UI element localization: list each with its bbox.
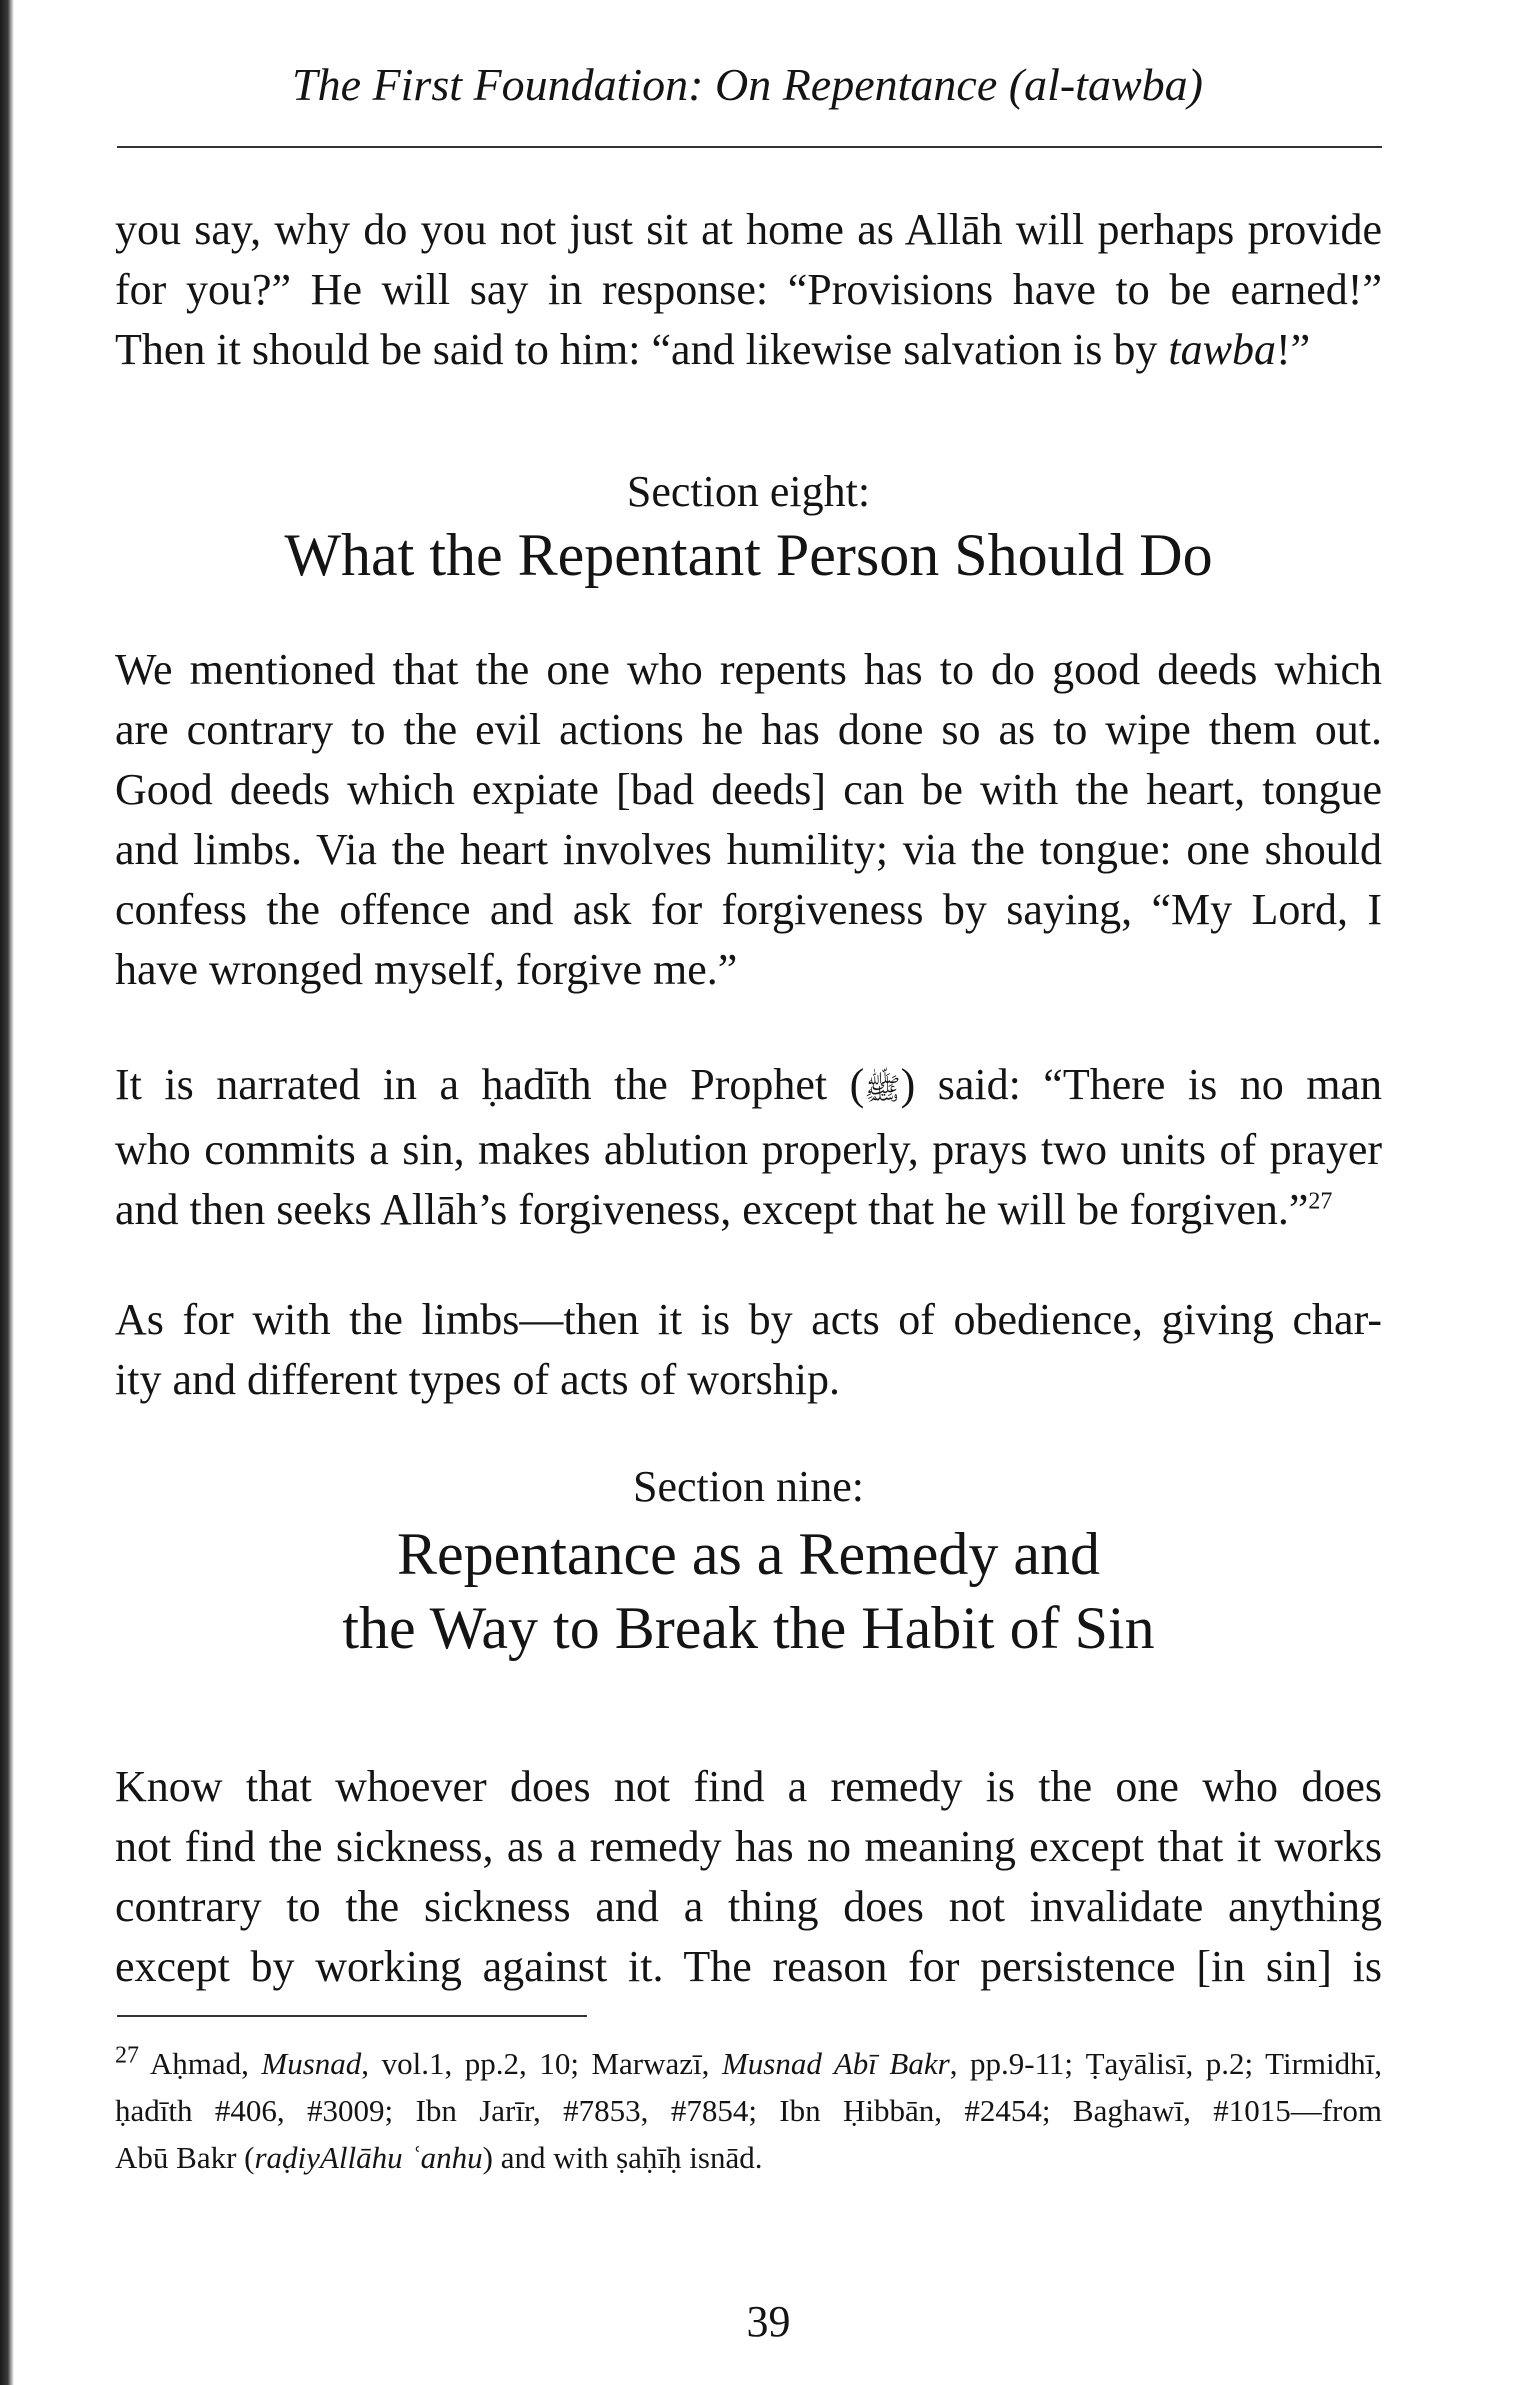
section-eight-paragraph-1: [115, 640, 1382, 1000]
section-nine-title: [115, 1517, 1382, 1665]
text-line: Know that whoever does not find a remedy is the one who does: [115, 1762, 1382, 1811]
section-title-line: the Way to Break the Habit of Sin: [342, 1595, 1155, 1661]
text-line: [115, 1180, 1382, 1240]
text-span: ) and with ṣaḥīḥ isnād.: [482, 2140, 763, 2175]
text-line: ity and different types of acts of worship.: [115, 1355, 841, 1404]
footnote-rule: [117, 2015, 587, 2017]
section-title-line: What the Repentant Person Should Do: [284, 522, 1213, 588]
text-span: , vol.1, pp.2, 10; Marwazī,: [361, 2046, 722, 2081]
text-line: confess the offence and ask for forgiveness by saying, “My Lord, I: [115, 885, 1382, 934]
italic-term: raḍiyAllāhu ʿanhu: [254, 2140, 483, 2175]
text-line: Good deeds which expiate [bad deeds] can be with the heart, tongue: [115, 765, 1382, 814]
footnote-number: 27: [115, 2042, 139, 2069]
footnote-line: ḥadīth #406, #3009; Ibn Jarīr, #7853, #7854; Ibn Ḥibbān, #2454; Baghawī, #1015—from: [115, 2093, 1382, 2128]
text-line: [115, 320, 1382, 380]
italic-term: Musnad: [261, 2046, 362, 2081]
footnote-reference: 27: [1308, 1188, 1333, 1215]
section-eight-title: [115, 518, 1382, 592]
text-line: [115, 1055, 1382, 1120]
italic-term: Musnad Abī Bakr: [721, 2046, 950, 2081]
text-line: who commits a sin, makes ablution properly, prays two units of prayer: [115, 1125, 1382, 1174]
text-line: are contrary to the evil actions he has done so as to wipe them out.: [115, 705, 1382, 754]
text-span: ) said: “There is no man: [900, 1060, 1382, 1109]
text-span: !”: [1275, 325, 1311, 374]
text-line: We mentioned that the one who repents has to do good deeds which: [115, 645, 1382, 694]
text-line: and limbs. Via the heart involves humility; via the tongue: one should: [115, 825, 1382, 874]
text-span: Abū Bakr (: [115, 2140, 255, 2175]
text-span: It is narrated in a ḥadīth the Prophet (: [115, 1060, 865, 1109]
page-number: 39: [746, 2297, 791, 2346]
section-nine-paragraph: [115, 1757, 1382, 1997]
text-line: not find the sickness, as a remedy has no meaning except that it works: [115, 1822, 1382, 1871]
text-span: and then seeks Allāh’s forgiveness, except that he will be forgiven.”: [115, 1185, 1309, 1234]
footnote-27: [115, 2040, 1382, 2181]
intro-paragraph: [115, 200, 1382, 380]
text-line: you say, why do you not just sit at home as Allāh will perhaps provide: [115, 205, 1382, 254]
text-span: Aḥmad,: [139, 2046, 262, 2081]
text-span: , pp.9-11; Ṭayālisī, p.2; Tirmidhī,: [949, 2046, 1382, 2081]
salutation-glyph: ﷺ: [864, 1073, 901, 1106]
section-title-line: Repentance as a Remedy and: [396, 1521, 1101, 1587]
italic-term: tawba: [1168, 325, 1276, 374]
text-line: contrary to the sickness and a thing does not invalidate anything: [115, 1882, 1382, 1931]
section-eight-paragraph-2: [115, 1055, 1382, 1240]
text-span: Then it should be said to him: “and likewise salvation is by: [115, 325, 1169, 374]
text-line: for you?” He will say in response: “Provisions have to be earned!”: [115, 265, 1382, 314]
text-line: As for with the limbs—then it is by acts of obedience, giving char-: [115, 1295, 1382, 1344]
text-line: have wronged myself, forgive me.”: [115, 945, 738, 994]
footnote-line: [115, 2040, 1382, 2087]
header-rule: [117, 146, 1382, 148]
running-head: The First Foundation: On Repentance (al-tawba): [292, 59, 1203, 110]
section-eight-label: Section eight:: [626, 467, 871, 516]
text-line: except by working against it. The reason for persistence [in sin] is: [115, 1942, 1382, 1991]
footnote-line: [115, 2134, 1382, 2181]
section-eight-paragraph-3: [115, 1290, 1382, 1410]
section-nine-label: Section nine:: [633, 1462, 864, 1511]
